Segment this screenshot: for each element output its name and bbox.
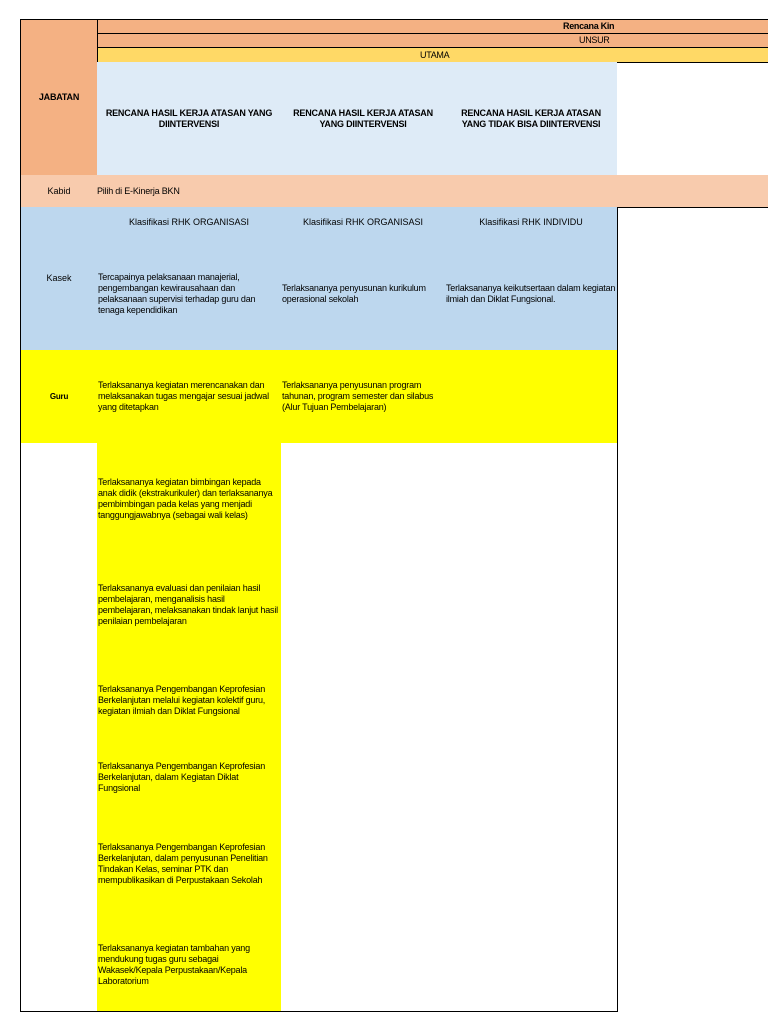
guru-row-3: Terlaksananya evaluasi dan penilaian hasil pembelajaran, menganalisis hasil pembelajaran, melaksanakan tindak lanjut hasil penilaian pembelajaran (97, 554, 282, 657)
guru-row-5: Terlaksananya Pengembangan Keprofesian Berkelanjutan, dalam Kegiatan Diklat Fungsional (97, 745, 282, 810)
row-4-col2 (281, 656, 446, 746)
col3-header: RENCANA HASIL KERJA ATASAN YANG TIDAK BISA DIINTERVENSI (445, 62, 617, 176)
kasek-rhk-3: Terlaksananya keikutsertaan dalam kegiatan ilmiah dan Diklat Fungsional. (445, 237, 618, 351)
kabid-label: Kabid (20, 175, 98, 208)
kasek-label: Kasek (20, 207, 98, 351)
kasek-rhk-1: Tercapainya pelaksanaan manajerial, pengembangan kewirausahaan dan pelaksanaan supervisi terhadap guru dan tenaga kependidikan (97, 237, 282, 351)
guru-rhk-3 (445, 350, 618, 444)
row-3-col3 (445, 554, 618, 657)
row-3-label (20, 554, 98, 657)
guru-row-7: Terlaksananya kegiatan tambahan yang mendukung tugas guru sebagai Wakasek/Kepala Perpustakaan/Kepala Laboratorium (97, 918, 282, 1012)
guru-label: Guru (20, 350, 98, 444)
row-5-col3 (445, 745, 618, 810)
row-4-col3 (445, 656, 618, 746)
kasek-klasifikasi-1: Klasifikasi RHK ORGANISASI (97, 207, 282, 238)
unsur-band (97, 34, 768, 48)
guru-row-4: Terlaksananya Pengembangan Keprofesian Berkelanjutan melalui kegiatan kolektif guru, kegiatan ilmiah dan Diklat Fungsional (97, 656, 282, 746)
row-2-col2 (281, 443, 446, 555)
utama-text: UTAMA (420, 50, 450, 60)
row-6-col3 (445, 809, 618, 919)
col2-header: RENCANA HASIL KERJA ATASAN YANG DIINTERVENSI (281, 62, 446, 176)
guru-row-6: Terlaksananya Pengembangan Keprofesian Berkelanjutan, dalam penyusunan Penelitian Tindakan Kelas, seminar PTK dan mempublikasikan di Perpustakaan Sekolah (97, 809, 282, 919)
col1-header: RENCANA HASIL KERJA ATASAN YANG DIINTERVENSI (97, 62, 282, 176)
kasek-klasifikasi-3: Klasifikasi RHK INDIVIDU (445, 207, 618, 238)
row-4-label (20, 656, 98, 746)
row-2-label (20, 443, 98, 555)
row-7-col2 (281, 918, 446, 1012)
kabid-note: Pilih di E-Kinerja BKN (97, 186, 180, 196)
guru-rhk-1: Terlaksananya kegiatan merencanakan dan melaksanakan tugas mengajar sesuai jadwal yang ditetapkan (97, 350, 282, 444)
row-7-label (20, 918, 98, 1012)
kasek-klasifikasi-2: Klasifikasi RHK ORGANISASI (281, 207, 446, 238)
row-5-label (20, 745, 98, 810)
row-7-col3 (445, 918, 618, 1012)
title-text: Rencana Kin (563, 21, 615, 31)
guru-row-2: Terlaksananya kegiatan bimbingan kepada anak didik (ekstrakurikuler) dan terlaksananya pembimbingan pada kelas yang menjadi tanggungjawabnya (sebagai wali kelas) (97, 443, 282, 555)
row-6-col2 (281, 809, 446, 919)
kasek-rhk-2: Terlaksananya penyusunan kurikulum operasional sekolah (281, 237, 446, 351)
kabid-note-band (97, 175, 768, 208)
row-5-col2 (281, 745, 446, 810)
row-2-col3 (445, 443, 618, 555)
guru-rhk-2: Terlaksananya penyusunan program tahunan, program semester dan silabus (Alur Tujuan Pembelajaran) (281, 350, 446, 444)
jabatan-header: JABATAN (20, 19, 98, 176)
row-6-label (20, 809, 98, 919)
unsur-text: UNSUR (579, 35, 610, 45)
utama-band (97, 48, 768, 63)
row-3-col2 (281, 554, 446, 657)
title-band (97, 19, 768, 34)
